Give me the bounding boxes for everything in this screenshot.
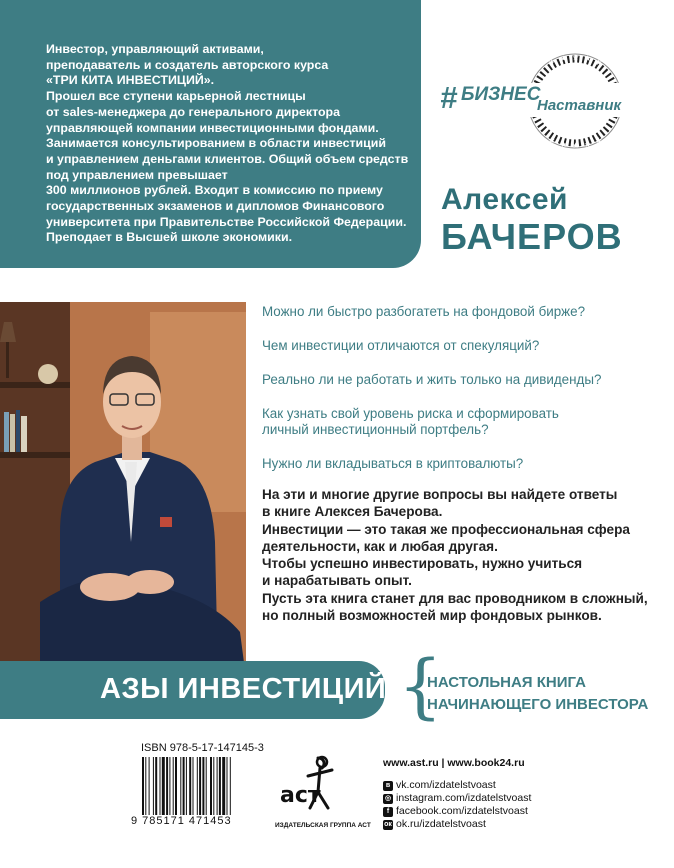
question-list (262, 304, 662, 490)
ok-icon: ок (384, 820, 392, 828)
question-item (262, 338, 662, 354)
bio-line: Занимается консультированием в области инвестиций (46, 136, 387, 151)
svg-text:★: ★ (548, 136, 556, 145)
author-photo (0, 302, 246, 678)
promo-line: На эти и многие другие вопросы вы найдете ответы (262, 487, 618, 502)
question-line: Можно ли быстро разбогатеть на фондовой бирже? (262, 304, 586, 319)
question-item (262, 372, 662, 388)
bio-line: под управлением превышает (46, 167, 228, 182)
question-line: личный инвестиционный портфель? (262, 422, 489, 437)
book-subtitle (427, 672, 648, 716)
question-item (262, 406, 662, 438)
promo-line: Чтобы успешно инвестировать, нужно учиться (262, 556, 583, 572)
svg-text:★: ★ (572, 141, 580, 150)
subtitle-line: НАЧИНАЮЩЕГО ИНВЕСТОРА (427, 696, 649, 713)
svg-text:★: ★ (584, 140, 592, 149)
bio-line: 300 миллионов рублей. Входит в комиссию по приему (46, 183, 383, 198)
bio-line: управляющей компании инвестиционными фондами. (46, 120, 379, 135)
question-item (262, 304, 662, 320)
question-item (262, 456, 662, 472)
svg-text:★: ★ (560, 140, 568, 149)
logo-text: аст (280, 783, 321, 808)
badge-word-mentor: Наставник (537, 97, 622, 114)
bio-line: преподаватель и создатель авторского курса (46, 57, 329, 72)
social-link-text: vk.com/izdatelstvoast (396, 779, 496, 791)
author-first-name: Алексей (441, 183, 568, 216)
social-link-text: instagram.com/izdatelstvoast (396, 792, 532, 804)
badge-hashtag: # (440, 80, 458, 115)
promo-line: в книге Алексея Бачерова. (262, 504, 443, 520)
question-line: Нужно ли вкладываться в криптовалюты? (262, 456, 524, 471)
business-mentor-badge (435, 46, 645, 156)
question-line: Как узнать свой уровень риска и сформировать (262, 406, 559, 421)
bio-line: и управлением деньгами клиентов. Общий объем средств (46, 151, 409, 166)
bio-line: Преподает в Высшей школе экономики. (46, 230, 293, 245)
svg-text:★: ★ (595, 58, 603, 67)
promo-line: Пусть эта книга станет для вас проводником в сложный, (262, 590, 648, 606)
svg-text:★: ★ (584, 54, 592, 63)
social-link[interactable] (383, 792, 531, 805)
social-link[interactable] (383, 779, 531, 792)
bio-line: государственных экзаменов и дипломов Финансового (46, 199, 385, 214)
bio-line: «ТРИ КИТА ИНВЕСТИЦИЙ». (46, 73, 215, 88)
social-link-text: facebook.com/izdatelstvoast (396, 805, 528, 817)
author-bio (46, 42, 416, 246)
isbn-label: ISBN 978-5-17-147145-3 (141, 742, 264, 754)
author-last-name: БАЧЕРОВ (441, 216, 623, 257)
promo-line: но полный возможностей мир фондовых рынков. (262, 608, 602, 624)
ast-logo-icon (278, 752, 350, 814)
bio-line: Прошел все ступени карьерной лестницы (46, 89, 306, 104)
promo-line: деятельности, как и любая другая. (262, 538, 498, 554)
promo-line: Инвестиции — это такая же профессиональная сфера (262, 521, 630, 537)
social-link[interactable] (383, 818, 531, 831)
question-line: Реально ли не работать и жить только на дивиденды? (262, 372, 602, 387)
instagram-icon: ◎ (384, 794, 392, 802)
svg-text:★: ★ (595, 136, 603, 145)
svg-text:★: ★ (548, 58, 556, 67)
question-line: Чем инвестиции отличаются от спекуляций? (262, 338, 540, 353)
svg-text:★: ★ (560, 54, 568, 63)
promo-text (262, 486, 662, 624)
book-title: АЗЫ ИНВЕСТИЦИЙ (100, 673, 387, 705)
subtitle-line: НАСТОЛЬНАЯ КНИГА (427, 674, 586, 691)
publisher-name: ИЗДАТЕЛЬСКАЯ ГРУППА АСТ (275, 822, 371, 829)
badge-word-business: БИЗНЕС (461, 84, 541, 105)
bio-line: Инвестор, управляющий активами, (46, 42, 264, 56)
barcode-digits: 9 785171 471453 (131, 815, 232, 827)
brace-icon: { (398, 645, 443, 727)
social-links (383, 779, 531, 831)
social-link-text: ok.ru/izdatelstvoast (396, 818, 486, 830)
bio-line: от sales-менеджера до генерального директора (46, 104, 341, 119)
website-links: www.ast.ru | www.book24.ru (383, 757, 525, 769)
bio-line: университета при Правительстве Российской Федерации. (46, 214, 407, 229)
svg-text:★: ★ (572, 53, 580, 62)
vk-icon: в (383, 781, 393, 791)
facebook-icon: f (383, 807, 393, 817)
social-link[interactable] (383, 805, 531, 818)
barcode (140, 757, 262, 815)
promo-line: и нарабатывать опыт. (262, 573, 412, 589)
